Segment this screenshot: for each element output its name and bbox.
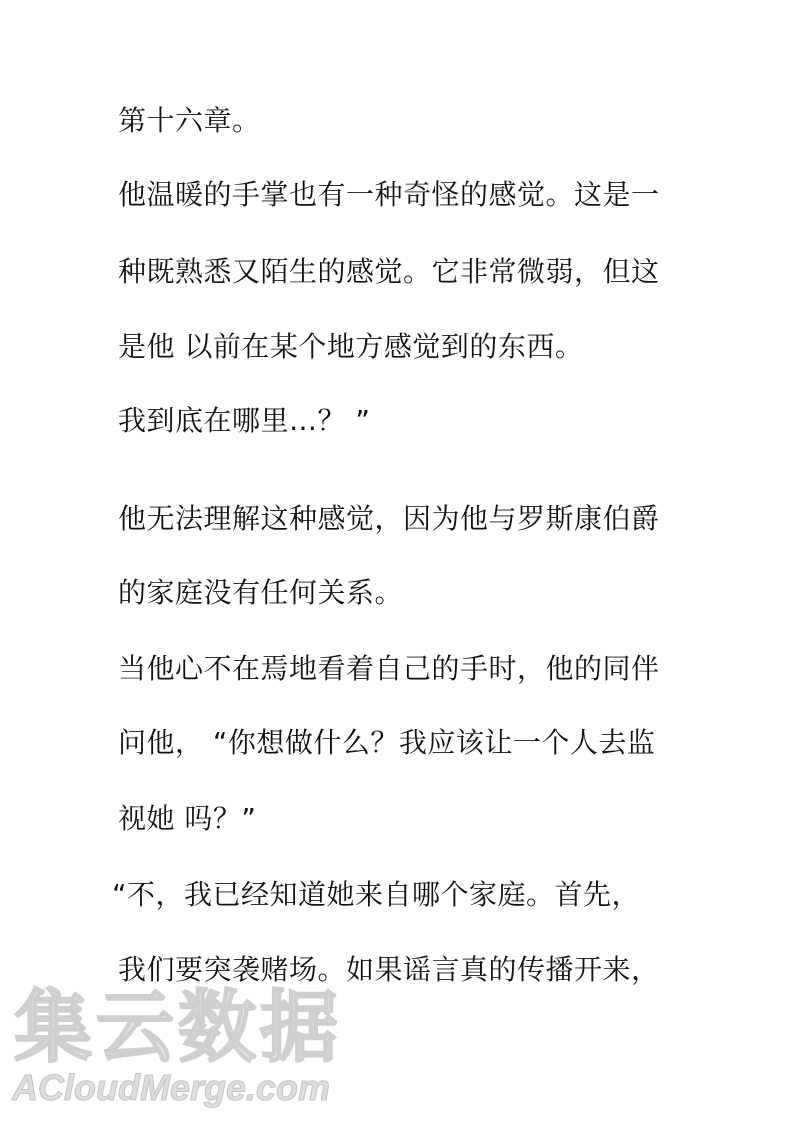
text-line: 我到底在哪里…？ ” bbox=[118, 404, 371, 437]
watermark bbox=[6, 985, 396, 1115]
watermark-english: ACloudMerge.com bbox=[12, 1067, 331, 1108]
text-line: 他无法理解这种感觉，因为他与罗斯康伯爵 bbox=[118, 502, 660, 535]
watermark-chinese: 集云数据 bbox=[14, 983, 343, 1073]
text-line: 种既熟悉又陌生的感觉。它非常微弱，但这 bbox=[118, 255, 660, 288]
text-line: 问他， “你想做什么？我应该让一个人去监 bbox=[118, 726, 656, 759]
text-line: 我们要突袭赌场。如果谣言真的传播开来， bbox=[118, 953, 660, 986]
text-line: 的家庭没有任何关系。 bbox=[118, 576, 404, 609]
text-line: 当他心不在焉地看着自己的手时，他的同伴 bbox=[118, 652, 660, 685]
text-line: “不，我已经知道她来自哪个家庭。首先， bbox=[112, 878, 641, 911]
text-line: 视她 吗？” bbox=[118, 802, 257, 835]
chapter-heading: 第十六章。 bbox=[118, 104, 261, 137]
text-line: 是他 以前在某个地方感觉到的东西。 bbox=[118, 330, 584, 363]
text-line: 他温暖的手掌也有一种奇怪的感觉。这是一 bbox=[118, 178, 660, 211]
